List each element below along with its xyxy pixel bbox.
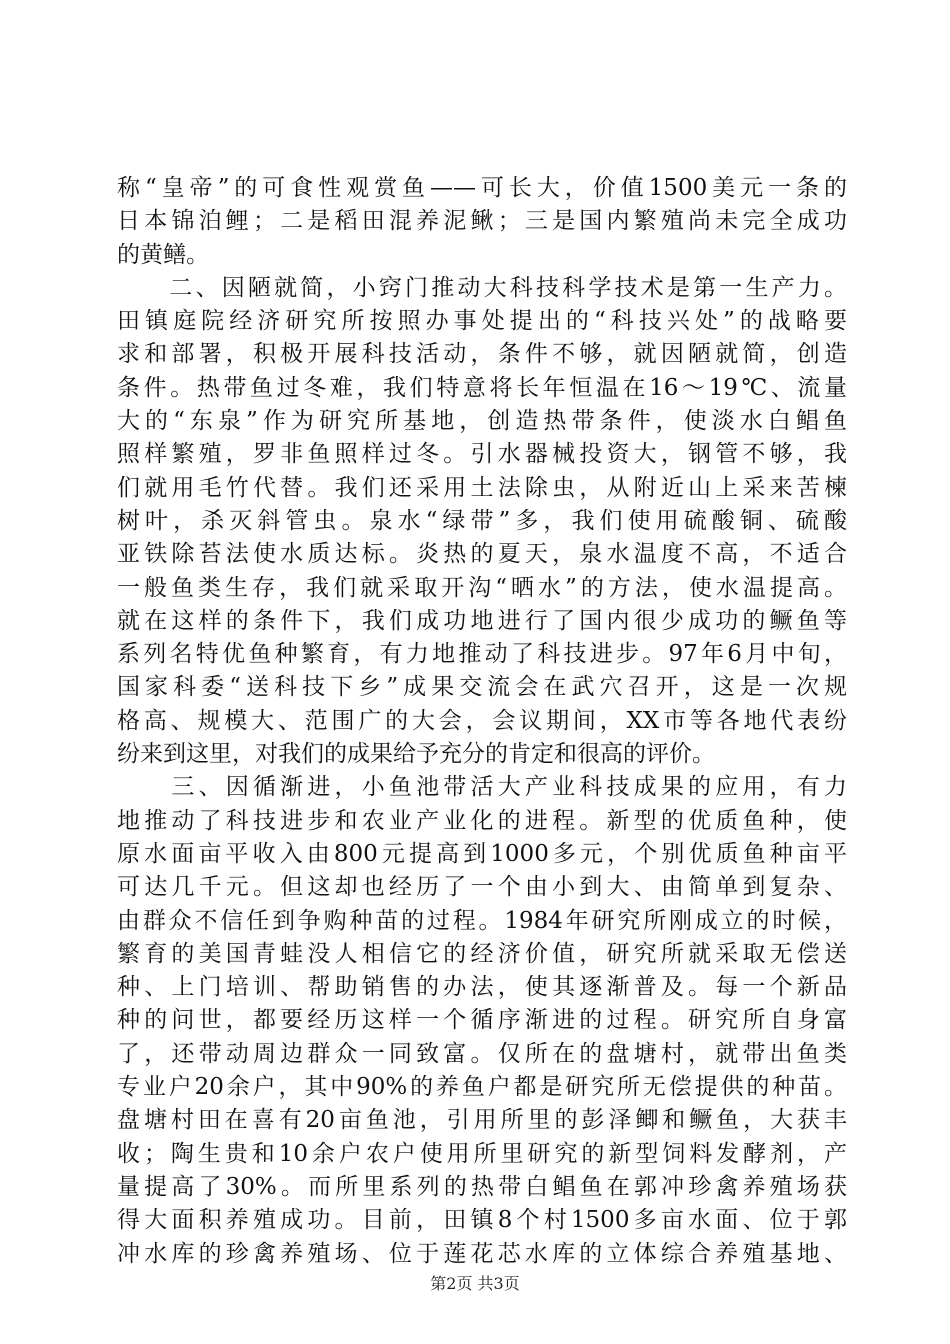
text-line: 种、上门培训、帮助销售的办法，使其逐渐普及。每一个新品	[117, 974, 847, 1001]
text-line: 称“皇帝”的可食性观赏鱼——可长大，价值1500美元一条的	[117, 175, 847, 201]
body-text	[117, 172, 847, 1271]
text-line: 了，还带动周边群众一同致富。仅所在的盘塘村，就带出鱼类	[117, 1040, 847, 1067]
text-line: 量提高了30%。而所里系列的热带白鲳鱼在郭冲珍禽养殖场获	[117, 1173, 847, 1200]
text-line: 原水面亩平收入由800元提高到1000多元，个别优质鱼种亩平	[117, 840, 847, 867]
text-line: 格高、规模大、范围广的大会，会议期间，XX市等各地代表纷	[117, 707, 847, 734]
text-line: 种的问世，都要经历这样一个循序渐进的过程。研究所自身富	[117, 1007, 847, 1034]
text-line: 就在这样的条件下，我们成功地进行了国内很少成功的鳜鱼等	[117, 607, 847, 634]
text-line: 树叶，杀灭斜管虫。泉水“绿带”多，我们使用硫酸铜、硫酸	[117, 507, 847, 534]
text-line: 日本锦泊鲤；二是稻田混养泥鳅；三是国内繁殖尚未完全成功	[117, 208, 847, 235]
text-line: 纷来到这里，对我们的成果给予充分的肯定和很高的评价。	[117, 741, 715, 768]
text-line: 们就用毛竹代替。我们还采用土法除虫，从附近山上采来苦楝	[117, 474, 847, 501]
text-line: 可达几千元。但这却也经历了一个由小到大、由简单到复杂、	[117, 874, 847, 901]
text-line: 专业户20余户，其中90%的养鱼户都是研究所无偿提供的种苗。	[117, 1074, 847, 1101]
text-line: 亚铁除苔法使水质达标。炎热的夏天，泉水温度不高，不适合	[117, 541, 847, 568]
text-line: 盘塘村田在喜有20亩鱼池，引用所里的彭泽鲫和鳜鱼，大获丰	[117, 1107, 847, 1134]
text-line: 田镇庭院经济研究所按照办事处提出的“科技兴处”的战略要	[117, 308, 847, 335]
text-line: 一般鱼类生存，我们就采取开沟“晒水”的方法，使水温提高。	[117, 574, 847, 601]
text-line: 照样繁殖，罗非鱼照样过冬。引水器械投资大，钢管不够，我	[117, 441, 847, 468]
text-line: 地推动了科技进步和农业产业化的进程。新型的优质鱼种，使	[117, 807, 847, 834]
text-line: 的黄鳝。	[117, 241, 209, 268]
text-line: 得大面积养殖成功。目前，田镇8个村1500多亩水面、位于郭	[117, 1207, 847, 1234]
text-line: 繁育的美国青蛙没人相信它的经济价值，研究所就采取无偿送	[117, 940, 847, 967]
text-line: 由群众不信任到争购种苗的过程。1984年研究所刚成立的时候，	[117, 907, 847, 934]
text-line: 大的“东泉”作为研究所基地，创造热带条件，使淡水白鲳鱼	[117, 408, 847, 435]
text-line: 条件。热带鱼过冬难，我们特意将长年恒温在16～19℃、流量	[117, 374, 847, 401]
text-line: 求和部署，积极开展科技活动，条件不够，就因陋就简，创造	[117, 341, 847, 368]
text-line: 国家科委“送科技下乡”成果交流会在武穴召开，这是一次规	[117, 674, 847, 701]
text-line: 收；陶生贵和10余户农户使用所里研究的新型饲料发酵剂，产	[117, 1140, 847, 1167]
text-line: 二、因陋就简，小窍门推动大科技科学技术是第一生产力。	[117, 274, 847, 301]
page-footer: 第2页 共3页	[430, 1274, 520, 1293]
text-line: 冲水库的珍禽养殖场、位于莲花芯水库的立体综合养殖基地、	[117, 1240, 847, 1267]
text-line: 三、因循渐进，小鱼池带活大产业科技成果的应用，有力	[117, 774, 847, 801]
text-line: 系列名特优鱼种繁育，有力地推动了科技进步。97年6月中旬，	[117, 641, 847, 668]
